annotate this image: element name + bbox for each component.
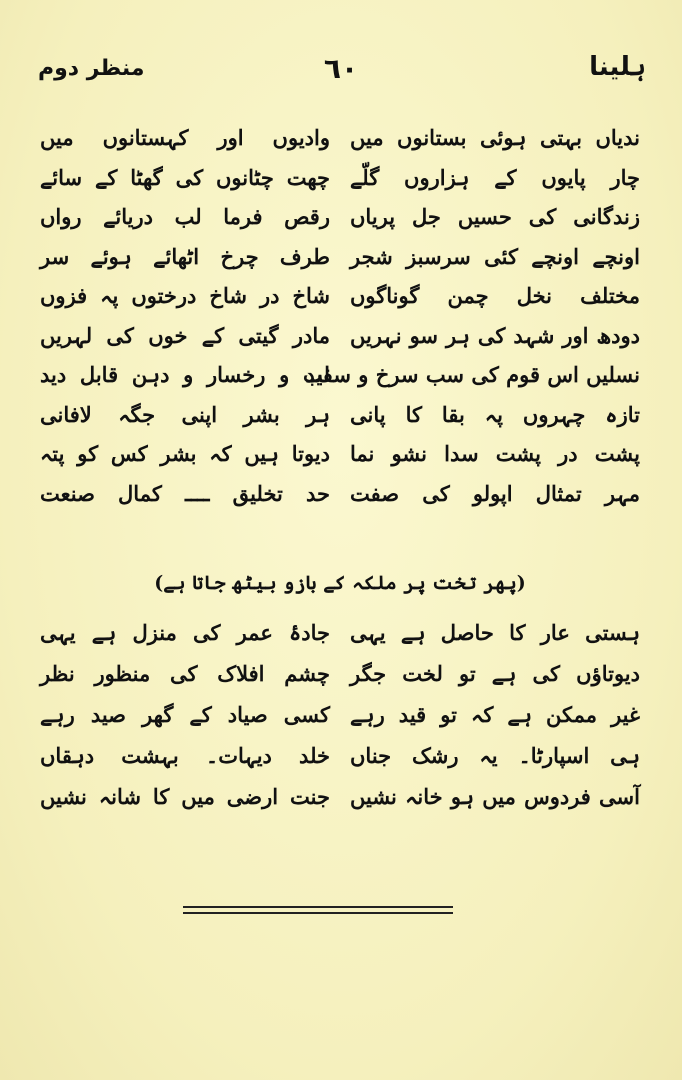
end-rule-top (183, 906, 453, 908)
verse-left: جنت ارضی میں کا شانہ نشیں (40, 784, 330, 809)
verse-left: کسی صیاد کے گھر صید رہے (40, 702, 330, 727)
verse-row (40, 316, 640, 356)
verse-row (40, 776, 640, 817)
verses-top (40, 118, 640, 513)
verses-bottom (40, 612, 640, 817)
verse-right: اونچے اونچے کئی سرسبز شجر (350, 243, 640, 269)
verse-row (40, 434, 640, 474)
verse-right: ہستی عار کا حاصل ہے یہی (350, 620, 640, 645)
verse-left: شاخ در شاخ درختوں پہ فزوں (40, 283, 330, 309)
verse-right: ندیاں بہتی ہوئی بستانوں میں (350, 125, 640, 151)
verse-right: مختلف نخل چمن گوناگوں (350, 283, 640, 309)
verse-row (40, 395, 640, 435)
verse-left: وادیوں اور کہستانوں میں (40, 125, 330, 151)
page-number: ٦٠ (323, 52, 359, 85)
verse-right: آسی فردوس میں ہو خانہ نشیں (350, 784, 640, 809)
verse-row (40, 653, 640, 694)
verse-left: جادۂ عمر کی منزل ہے یہی (40, 620, 330, 645)
verse-right: چار پایوں کے ہزاروں گلّے (350, 164, 640, 190)
verse-left: خلد دیہات۔ بہشت دہقاں (40, 743, 330, 768)
verse-left: مادر گیتی کے خوں کی لہریں (40, 322, 330, 348)
verse-left: چھت چٹانوں کی گھٹا کے سائے (40, 164, 330, 190)
verse-right: مہر تمثال اپولو کی صفت (350, 480, 640, 506)
verse-left: طرف چرخ اٹھائے ہوئے سر (40, 243, 330, 269)
verse-right: نسلیں اس قوم کی سب سرخ و سفید (305, 362, 640, 388)
verse-right: دیوتاؤں کی ہے تو لخت جگر (350, 661, 640, 686)
verse-row (40, 735, 640, 776)
verse-row (40, 694, 640, 735)
verse-row (40, 474, 640, 514)
verse-right: زندگانی کی حسیں جل پریاں (350, 204, 640, 230)
verse-left: حد تخلیق ــــ کمال صنعت (40, 480, 330, 506)
verse-row (40, 197, 640, 237)
end-rule-bottom (183, 912, 453, 914)
verse-left: ہر بشر اپنی جگہ لافانی (40, 401, 330, 427)
verse-right: پشت در پشت سدا نشو نما (350, 441, 640, 467)
verse-row (40, 276, 640, 316)
verse-left: دیوتا ہیں کہ بشر کس کو پتہ (40, 441, 330, 467)
verse-row (40, 355, 640, 395)
verse-row (40, 158, 640, 198)
verse-row (40, 118, 640, 158)
page-header (30, 52, 652, 92)
verse-right: ہی اسپارٹا۔ یہ رشک جناں (350, 743, 640, 768)
book-title: ہلینا (589, 52, 646, 82)
verse-left: لب و رخسار و دہن قابل دید (40, 362, 330, 388)
verse-row (40, 237, 640, 277)
verse-left: رقص فرما لب دریائے رواں (40, 204, 330, 230)
stage-direction: (پھر تخت پر ملکہ کے بازو بیٹھ جاتا ہے) (154, 572, 526, 594)
verse-right: تازہ چہروں پہ بقا کا پانی (350, 401, 640, 427)
verse-row (40, 612, 640, 653)
verse-left: چشم افلاک کی منظور نظر (40, 661, 330, 686)
verse-right: غیر ممکن ہے کہ تو قید رہے (350, 702, 640, 727)
verse-right: دودھ اور شہد کی ہر سو نہریں (350, 322, 640, 348)
scene-title: منظر دوم (38, 56, 145, 81)
